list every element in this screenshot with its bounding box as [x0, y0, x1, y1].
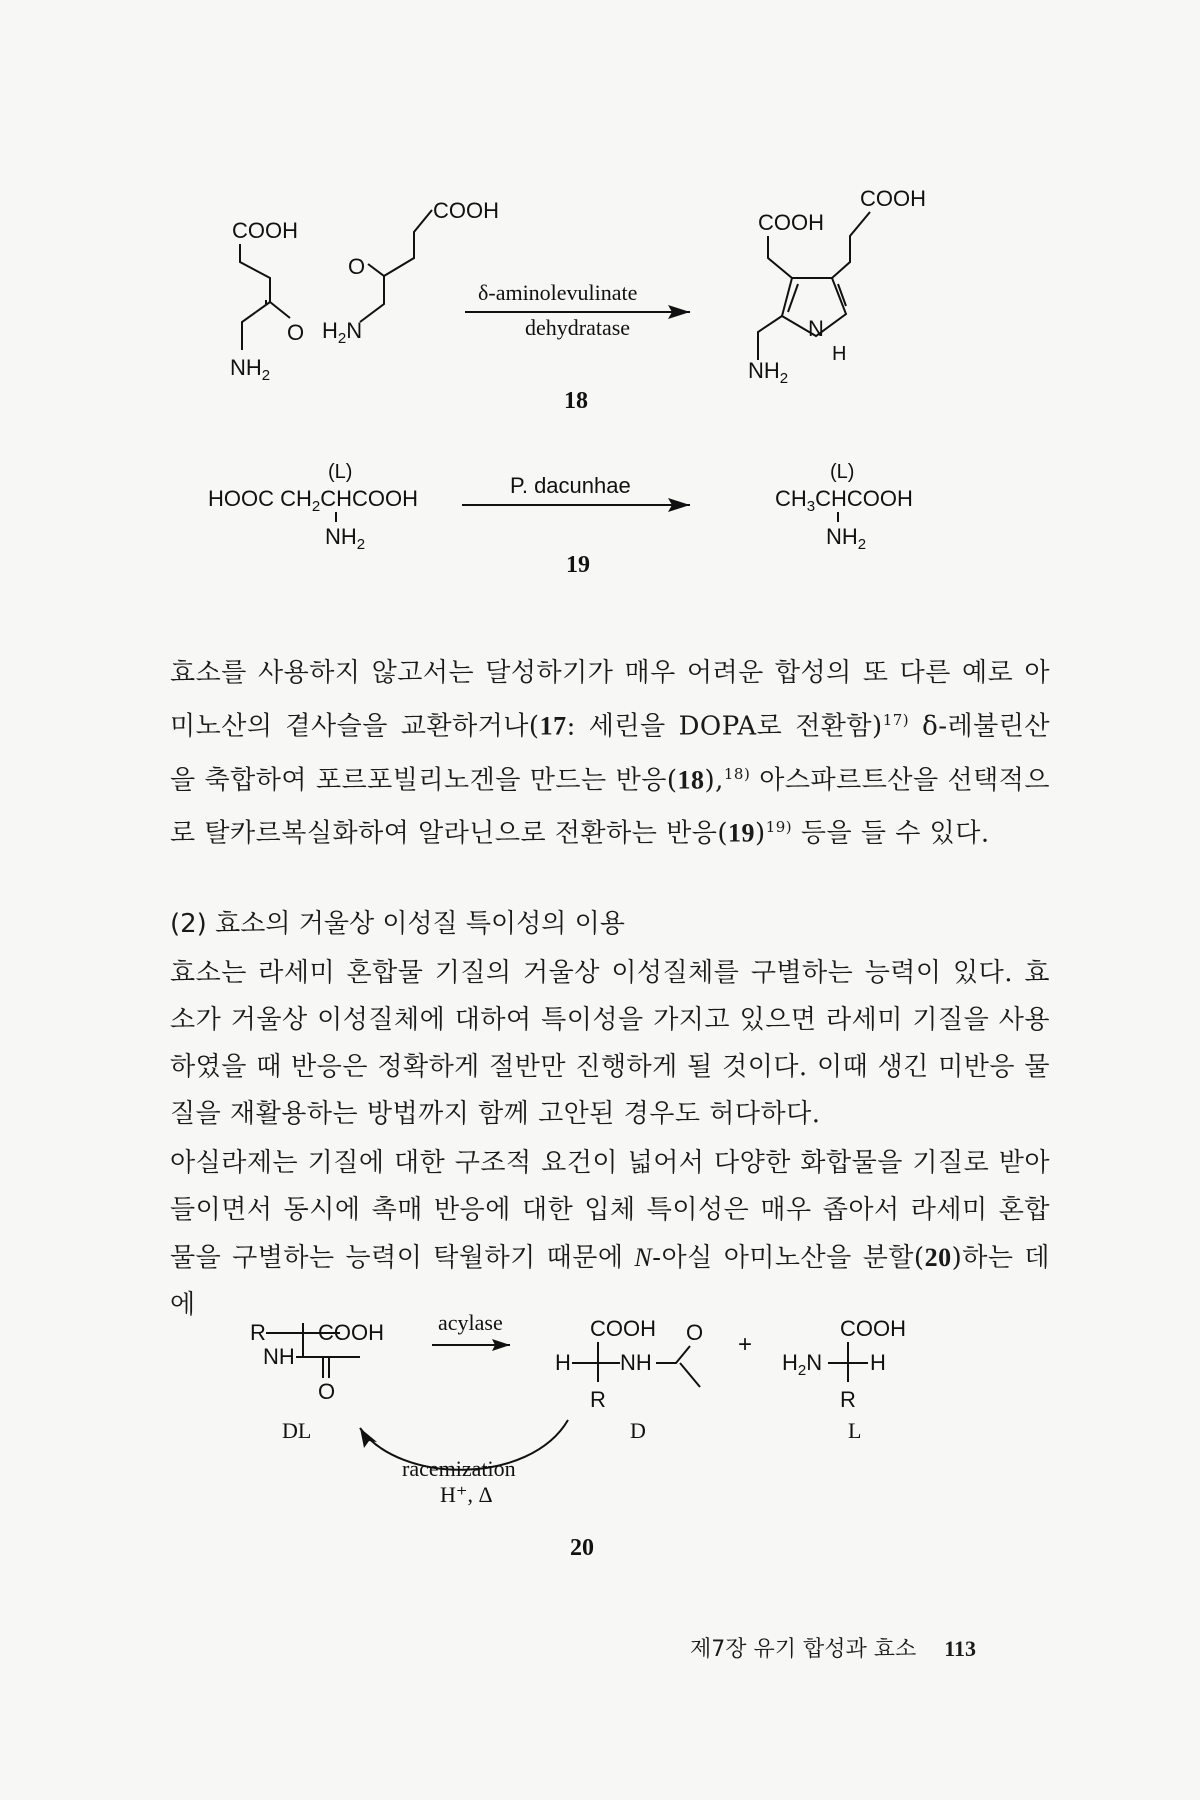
ref-19: 19: [728, 818, 756, 848]
chapter-title: 제7장 유기 합성과 효소: [690, 1637, 917, 1662]
r20-d-nh: NH: [620, 1350, 652, 1375]
r19-substrate-stereo: (L): [328, 461, 353, 483]
r20-dl-nh: NH: [263, 1344, 295, 1369]
section-heading: (2) 효소의 거울상 이성질 특이성의 이용: [170, 909, 625, 939]
r18-mid-o: O: [348, 254, 366, 279]
ref-18: 18: [677, 765, 705, 795]
r20-d-r: R: [590, 1387, 606, 1412]
r20-d-o: O: [686, 1320, 704, 1345]
paragraph-acylase: 아실라제는 기질에 대한 구조적 요건이 넓어서 다양한 화합물을 기질로 받아들이면서 동시에 촉매 반응에 대한 입체 특이성은 매우 좁아서 라세미 혼합물을 구별하는 능력이 탁월하기 때문에 N-아실 아미노산을 분할(20)하는 데에: [170, 1148, 1050, 1320]
r18-prod-cooh-left: COOH: [758, 210, 824, 235]
ref-20: 20: [924, 1243, 952, 1272]
r20-dl-cooh: COOH: [318, 1320, 384, 1345]
r18-left-o: O: [287, 320, 305, 345]
r18-enzyme-line2: dehydratase: [525, 315, 631, 340]
r18-label: 18: [564, 388, 588, 414]
reaction-18-scheme: [0, 0, 1200, 600]
r20-l-h: H: [870, 1350, 886, 1375]
r18-prod-n: N: [808, 316, 824, 341]
r18-prod-cooh-right: COOH: [860, 186, 926, 211]
r18-prod-h: H: [832, 343, 847, 365]
r19-product-nh2: $NH_2$: [826, 524, 867, 553]
r20-d-label: D: [630, 1418, 646, 1443]
page-footer: [690, 1632, 976, 1663]
page-number: 113: [944, 1636, 977, 1661]
paragraph-enzyme-examples: 효소를 사용하지 않고서는 달성하기가 매우 어려운 합성의 또 다른 예로 아미노산의 곁사슬을 교환하거나(17: 세린을 DOPA로 전환함)$^{17)}$ δ-레불린산을 축합하여 포르포빌리노겐을 만드는 반응(18),$^{18)}$ 아스파르트산을 선택적으로 탈카르복실화하여 알라닌으로 전환하는 반응$(19)^{19)}$ 등을 들 수 있다.: [170, 658, 1050, 849]
r18-prod-nh2: $NH_2$: [748, 358, 789, 387]
r20-label: 20: [570, 1535, 594, 1561]
r20-dl-o: O: [318, 1379, 336, 1404]
r19-product-line1: $CH_3CHCOOH$: [775, 486, 913, 515]
r20-l-h2n: $H_2N$: [782, 1350, 823, 1379]
r18-enzyme-line1: δ-aminolevulinate: [478, 280, 638, 305]
r20-dl-r: R: [250, 1320, 266, 1345]
r18-left-cooh: COOH: [232, 218, 298, 243]
paragraph-racemic-specificity: 효소는 라세미 혼합물 기질의 거울상 이성질체를 구별하는 능력이 있다. 효소가 거울상 이성질체에 대하여 특이성을 가지고 있으면 라세미 기질을 사용하였을 때 반응은 정확하게 절반만 진행하게 될 것이다. 이때 생긴 미반응 물질을 재활용하는 방법까지 함께 고안된 경우도 허다하다.: [170, 958, 1050, 1129]
r20-enzyme: acylase: [438, 1310, 503, 1335]
r20-conditions: H⁺, Δ: [440, 1482, 493, 1507]
r19-label: 19: [566, 552, 590, 578]
r19-substrate-line1: HOOC $CH_2CHCOOH$: [208, 486, 419, 515]
r20-dl-label: DL: [282, 1418, 312, 1443]
r18-left-nh2: $NH_2$: [230, 355, 271, 384]
r20-l-r: R: [840, 1387, 856, 1412]
r20-l-cooh: COOH: [840, 1316, 906, 1341]
r20-plus: +: [738, 1331, 753, 1358]
r18-mid-h2n: $H_2N$: [322, 318, 363, 347]
r20-racemization: racemization: [402, 1456, 516, 1481]
reaction-20-scheme: [0, 1290, 1200, 1590]
r19-product-stereo: (L): [830, 461, 855, 483]
r20-d-h: H: [555, 1350, 571, 1375]
r20-d-cooh: COOH: [590, 1316, 656, 1341]
r18-mid-cooh: COOH: [433, 198, 499, 223]
ref-17: 17: [539, 711, 567, 741]
r19-enzyme: P. dacunhae: [510, 473, 631, 498]
r19-substrate-nh2: $NH_2$: [325, 524, 366, 553]
r20-l-label: L: [848, 1418, 862, 1443]
